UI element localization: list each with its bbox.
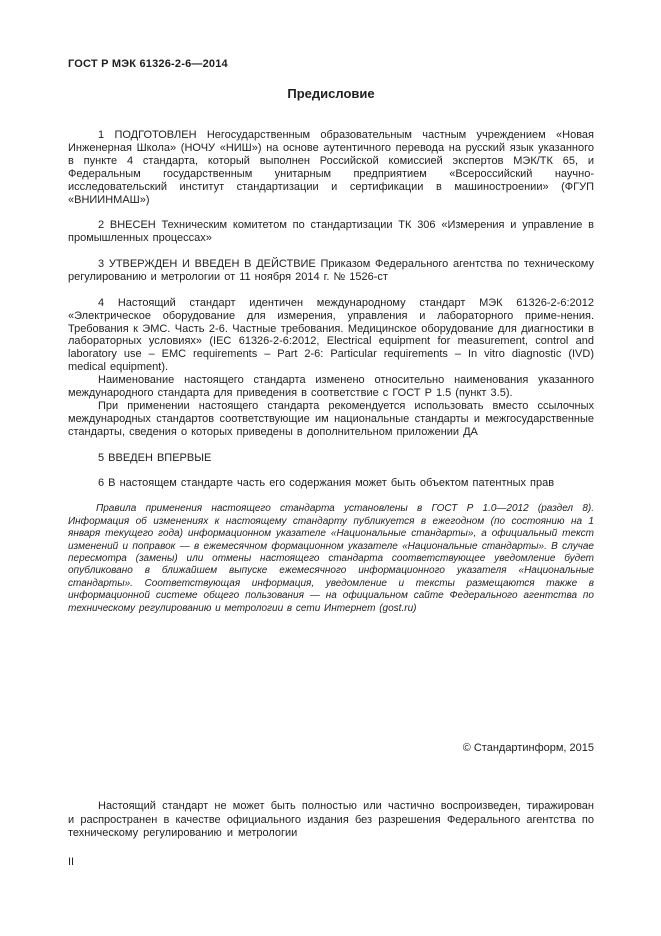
clause-4-note-renaming: Наименование настоящего стандарта изменено относительно наименования указанного международного стандарта для приведения в соответствие с ГОСТ Р 1.5 (пункт 3.5). xyxy=(68,374,594,400)
page-number: II xyxy=(68,856,75,868)
clause-2-submitted: 2 ВНЕСЕН Техническим комитетом по стандартизации ТК 306 «Измерения и управление в промышленных процессах» xyxy=(68,219,594,245)
page-content xyxy=(68,58,594,615)
document-designation-header: ГОСТ Р МЭК 61326-2-6—2014 xyxy=(68,58,228,70)
clause-1-prepared: 1 ПОДГОТОВЛЕН Негосударственным образовательным частным учреждением «Новая Инженерная Школа» (НОЧУ «НИШ») на основе аутентичного перевода на русский язык указанного в пункте 4 стандарта, который выполнен Российской комиссией экспертов МЭК/ТК 65, и Федеральным государственным унитарным предприятием «Всероссийский научно-исследовательский институт стандартизации и сертификации в машиностроении» (ФГУП «ВНИИНМАШ») xyxy=(68,129,594,206)
clause-4-note-references: При применении настоящего стандарта рекомендуется использовать вместо ссылочных международных стандартов соответствующие им национальные стандарты и межгосударственные стандарты, сведения о которых приведены в дополнительном приложении ДА xyxy=(68,399,594,438)
clause-3-approved: 3 УТВЕРЖДЕН И ВВЕДЕН В ДЕЙСТВИЕ Приказом Федерального агентства по техническому регулированию и метрологии от 11 ноября 2014 г. № 1526-ст xyxy=(68,258,594,283)
clause-5-first-time: 5 ВВЕДЕН ВПЕРВЫЕ xyxy=(98,451,212,464)
clause-6-patent-rights: 6 В настоящем стандарте часть его содержания может быть объектом патентных прав xyxy=(98,477,555,490)
page-title: Предисловие xyxy=(287,86,375,101)
application-rules-note: Правила применения настоящего стандарта установлены в ГОСТ Р 1.0—2012 (раздел 8). Информация об изменениях к настоящему стандарту публикуется в ежегодном (по состоянию на 1 января текущего года) информационном указателе «Национальные стандарты», а официальный текст изменений и поправок — в ежемесячном формационном указателе «Национальные стандарты». В случае пересмотра (замены) или отмены настоящего стандарта соответствующее уведомление будет опубликовано в ближайшем выпуске ежемесячного информационного указателя «Национальные стандарты». Соответствующая информация, уведомление и тексты размещаются также в информационной системе общего пользования — на официальном сайте Федерального агентства по техническому регулированию и метрологии в сети Интернет (gost.ru) xyxy=(68,503,594,614)
reproduction-restriction-notice: Настоящий стандарт не может быть полностью или частично воспроизведен, тиражирован и распространен в качестве официального издания без разрешения Федерального агентства по техническому регулированию и метрологии xyxy=(68,800,594,840)
clause-4-identical: 4 Настоящий стандарт идентичен международному стандарт МЭК 61326-2-6:2012 «Электрическое оборудование для измерения, управления и лабораторного приме-нения. Требования к ЭМС. Часть 2-6. Частные требования. Медицинское оборудование для диагностики в лабораторных условиях» (IEC 61326-2-6:2012, Electrical equipment for measurement, control and laboratory use – EMC requirements – Part 2-6: Particular requirements – In vitro diagnostic (IVD) medical equipment). xyxy=(68,296,594,374)
copyright-notice: © Стандартинформ, 2015 xyxy=(462,742,594,754)
